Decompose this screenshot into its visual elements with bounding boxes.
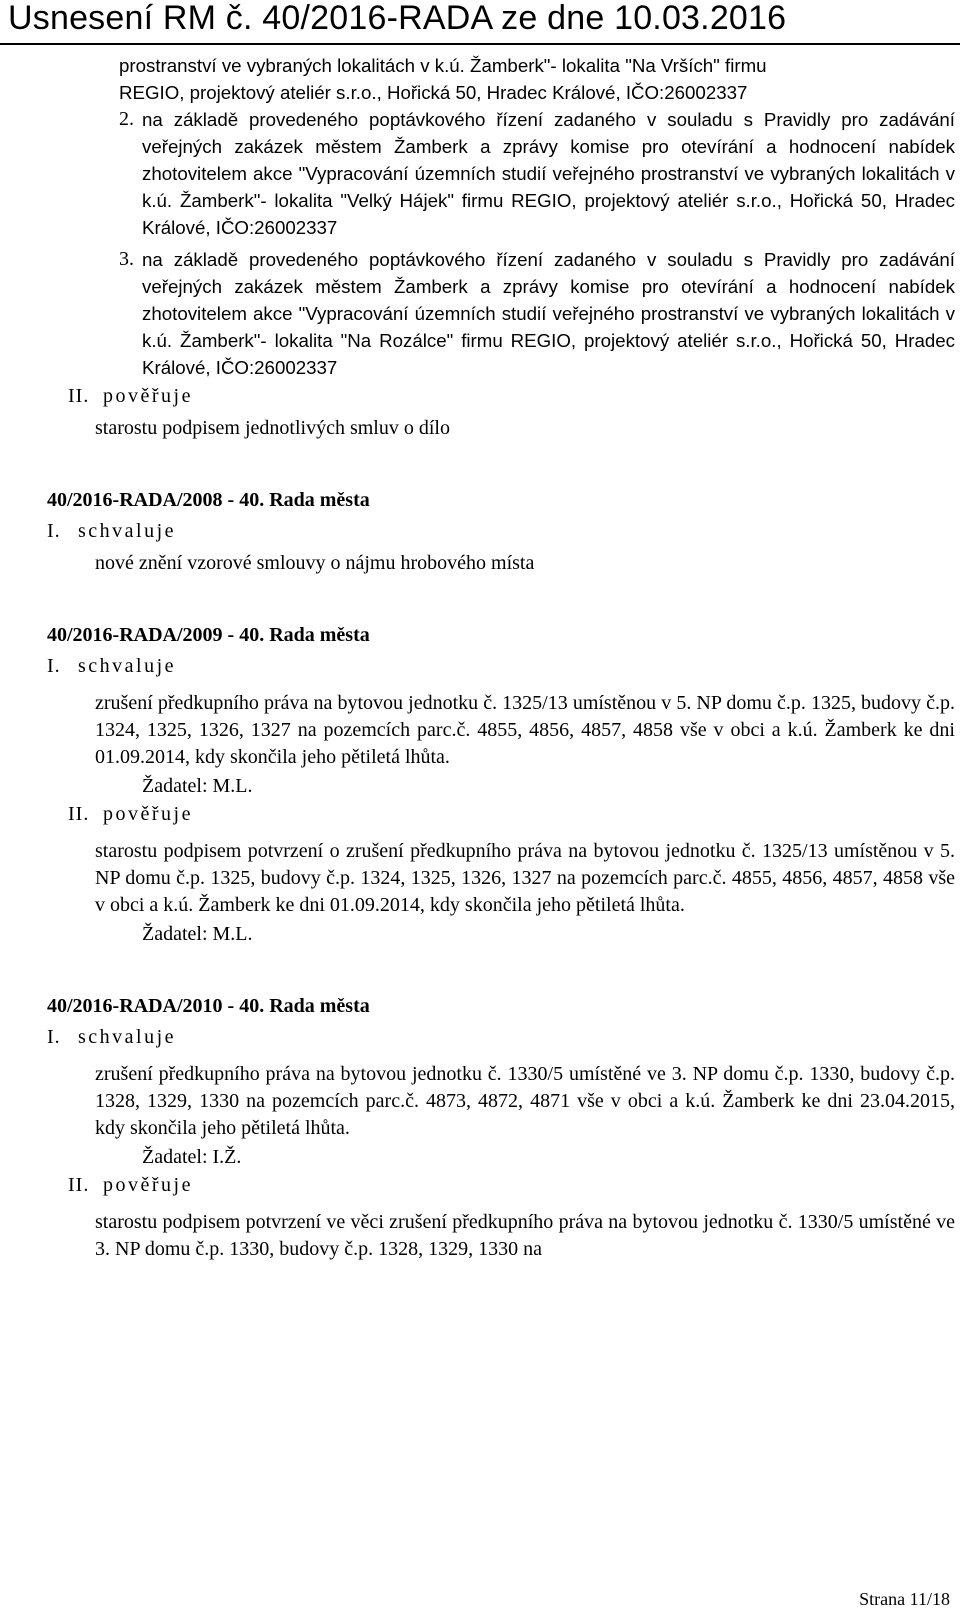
list-item-number: 2.: [119, 108, 134, 130]
resolution-verb-row: [68, 383, 955, 410]
roman-numeral: II.: [68, 1174, 90, 1196]
roman-numeral: II.: [68, 385, 90, 407]
resolution-heading: 40/2016-RADA/2010 - 40. Rada města: [47, 995, 370, 1017]
resolution-verb-row: [68, 801, 955, 828]
applicant-line: Žadatel: M.L.: [142, 775, 253, 797]
roman-numeral: II.: [68, 803, 90, 825]
resolution-verb-row: [47, 653, 955, 680]
page-number: Strana 11/18: [859, 1589, 950, 1609]
resolution-verb: schvaluje: [78, 655, 177, 677]
resolution-text: zrušení předkupního práva na bytovou jednotku č. 1330/5 umístěné ve 3. NP domu č.p. 1330, budovy č.p. 1328, 1329, 1330 na pozemcích parc.č. 4873, 4872, 4871 vše v obci a k.ú. Žamberk ke dni 23.04.2015, kdy skončila jeho pětiletá lhůta.: [95, 1063, 955, 1139]
page-header-title: Usnesení RM č. 40/2016-RADA ze dne 10.03.2016: [8, 0, 787, 37]
resolution-verb-row: [47, 1024, 955, 1051]
resolution-verb-row: [47, 518, 955, 545]
roman-numeral: I.: [47, 655, 61, 677]
resolution-verb: pověřuje: [103, 1174, 193, 1196]
resolution-text: nové znění vzorové smlouvy o nájmu hrobového místa: [95, 552, 535, 574]
resolution-verb-row: [68, 1172, 955, 1199]
resolution-text: starostu podpisem potvrzení o zrušení předkupního práva na bytovou jednotku č. 1325/13 umístěnou v 5. NP domu č.p. 1325, budovy č.p. 1324, 1325, 1326, 1327 na pozemcích parc.č. 4855, 4856, 4857, 4858 vše v obci a k.ú. Žamberk ke dni 01.09.2014, kdy skončila jeho pětiletá lhůta.: [95, 840, 955, 916]
resolution-verb: schvaluje: [78, 520, 177, 542]
intro-line-1: prostranství ve vybraných lokalitách v k.ú. Žamberk"- lokalita "Na Vrších" firmu: [119, 55, 767, 76]
applicant-line: Žadatel: I.Ž.: [142, 1146, 242, 1168]
document-body: [47, 52, 955, 1263]
list-item-number: 3.: [119, 248, 134, 270]
header-divider: [0, 43, 960, 45]
list-item-3: [95, 246, 955, 381]
resolution-text: starostu podpisem potvrzení ve věci zrušení předkupního práva na bytovou jednotku č. 1330/5 umístěné ve 3. NP domu č.p. 1330, budovy č.p. 1328, 1329, 1330 na: [95, 1211, 955, 1260]
applicant-line: Žadatel: M.L.: [142, 923, 253, 945]
resolution-verb: pověřuje: [103, 803, 193, 825]
list-item-2: [95, 106, 955, 241]
resolution-text: zrušení předkupního práva na bytovou jednotku č. 1325/13 umístěnou v 5. NP domu č.p. 1325, budovy č.p. 1324, 1325, 1326, 1327 na pozemcích parc.č. 4855, 4856, 4857, 4858 vše v obci a k.ú. Žamberk ke dni 01.09.2014, kdy skončila jeho pětiletá lhůta.: [95, 692, 955, 768]
roman-numeral: I.: [47, 1026, 61, 1048]
resolution-heading: 40/2016-RADA/2008 - 40. Rada města: [47, 489, 370, 511]
resolution-verb: schvaluje: [78, 1026, 177, 1048]
list-item-text: na základě provedeného poptávkového řízení zadaného v souladu s Pravidly pro zadávání veřejných zakázek městem Žamberk a zprávy komise pro otevírání a hodnocení nabídek zhotovitelem akce "Vypracování územních studií veřejného prostranství ve vybraných lokalitách v k.ú. Žamberk"- lokalita "Na Rozálce" firmu REGIO, projektový ateliér s.r.o., Hořická 50, Hradec Králové, IČO:26002337: [142, 249, 955, 378]
roman-numeral: I.: [47, 520, 61, 542]
resolution-heading: 40/2016-RADA/2009 - 40. Rada města: [47, 624, 370, 646]
resolution-verb: pověřuje: [103, 385, 193, 407]
intro-line-2: REGIO, projektový ateliér s.r.o., Hořická 50, Hradec Králové, IČO:26002337: [119, 82, 748, 103]
list-item-text: na základě provedeného poptávkového řízení zadaného v souladu s Pravidly pro zadávání veřejných zakázek městem Žamberk a zprávy komise pro otevírání a hodnocení nabídek zhotovitelem akce "Vypracování územních studií veřejného prostranství ve vybraných lokalitách v k.ú. Žamberk"- lokalita "Velký Hájek" firmu REGIO, projektový ateliér s.r.o., Hořická 50, Hradec Králové, IČO:26002337: [142, 109, 955, 238]
intro-paragraph: [95, 52, 955, 106]
resolution-text: starostu podpisem jednotlivých smluv o dílo: [95, 417, 450, 439]
